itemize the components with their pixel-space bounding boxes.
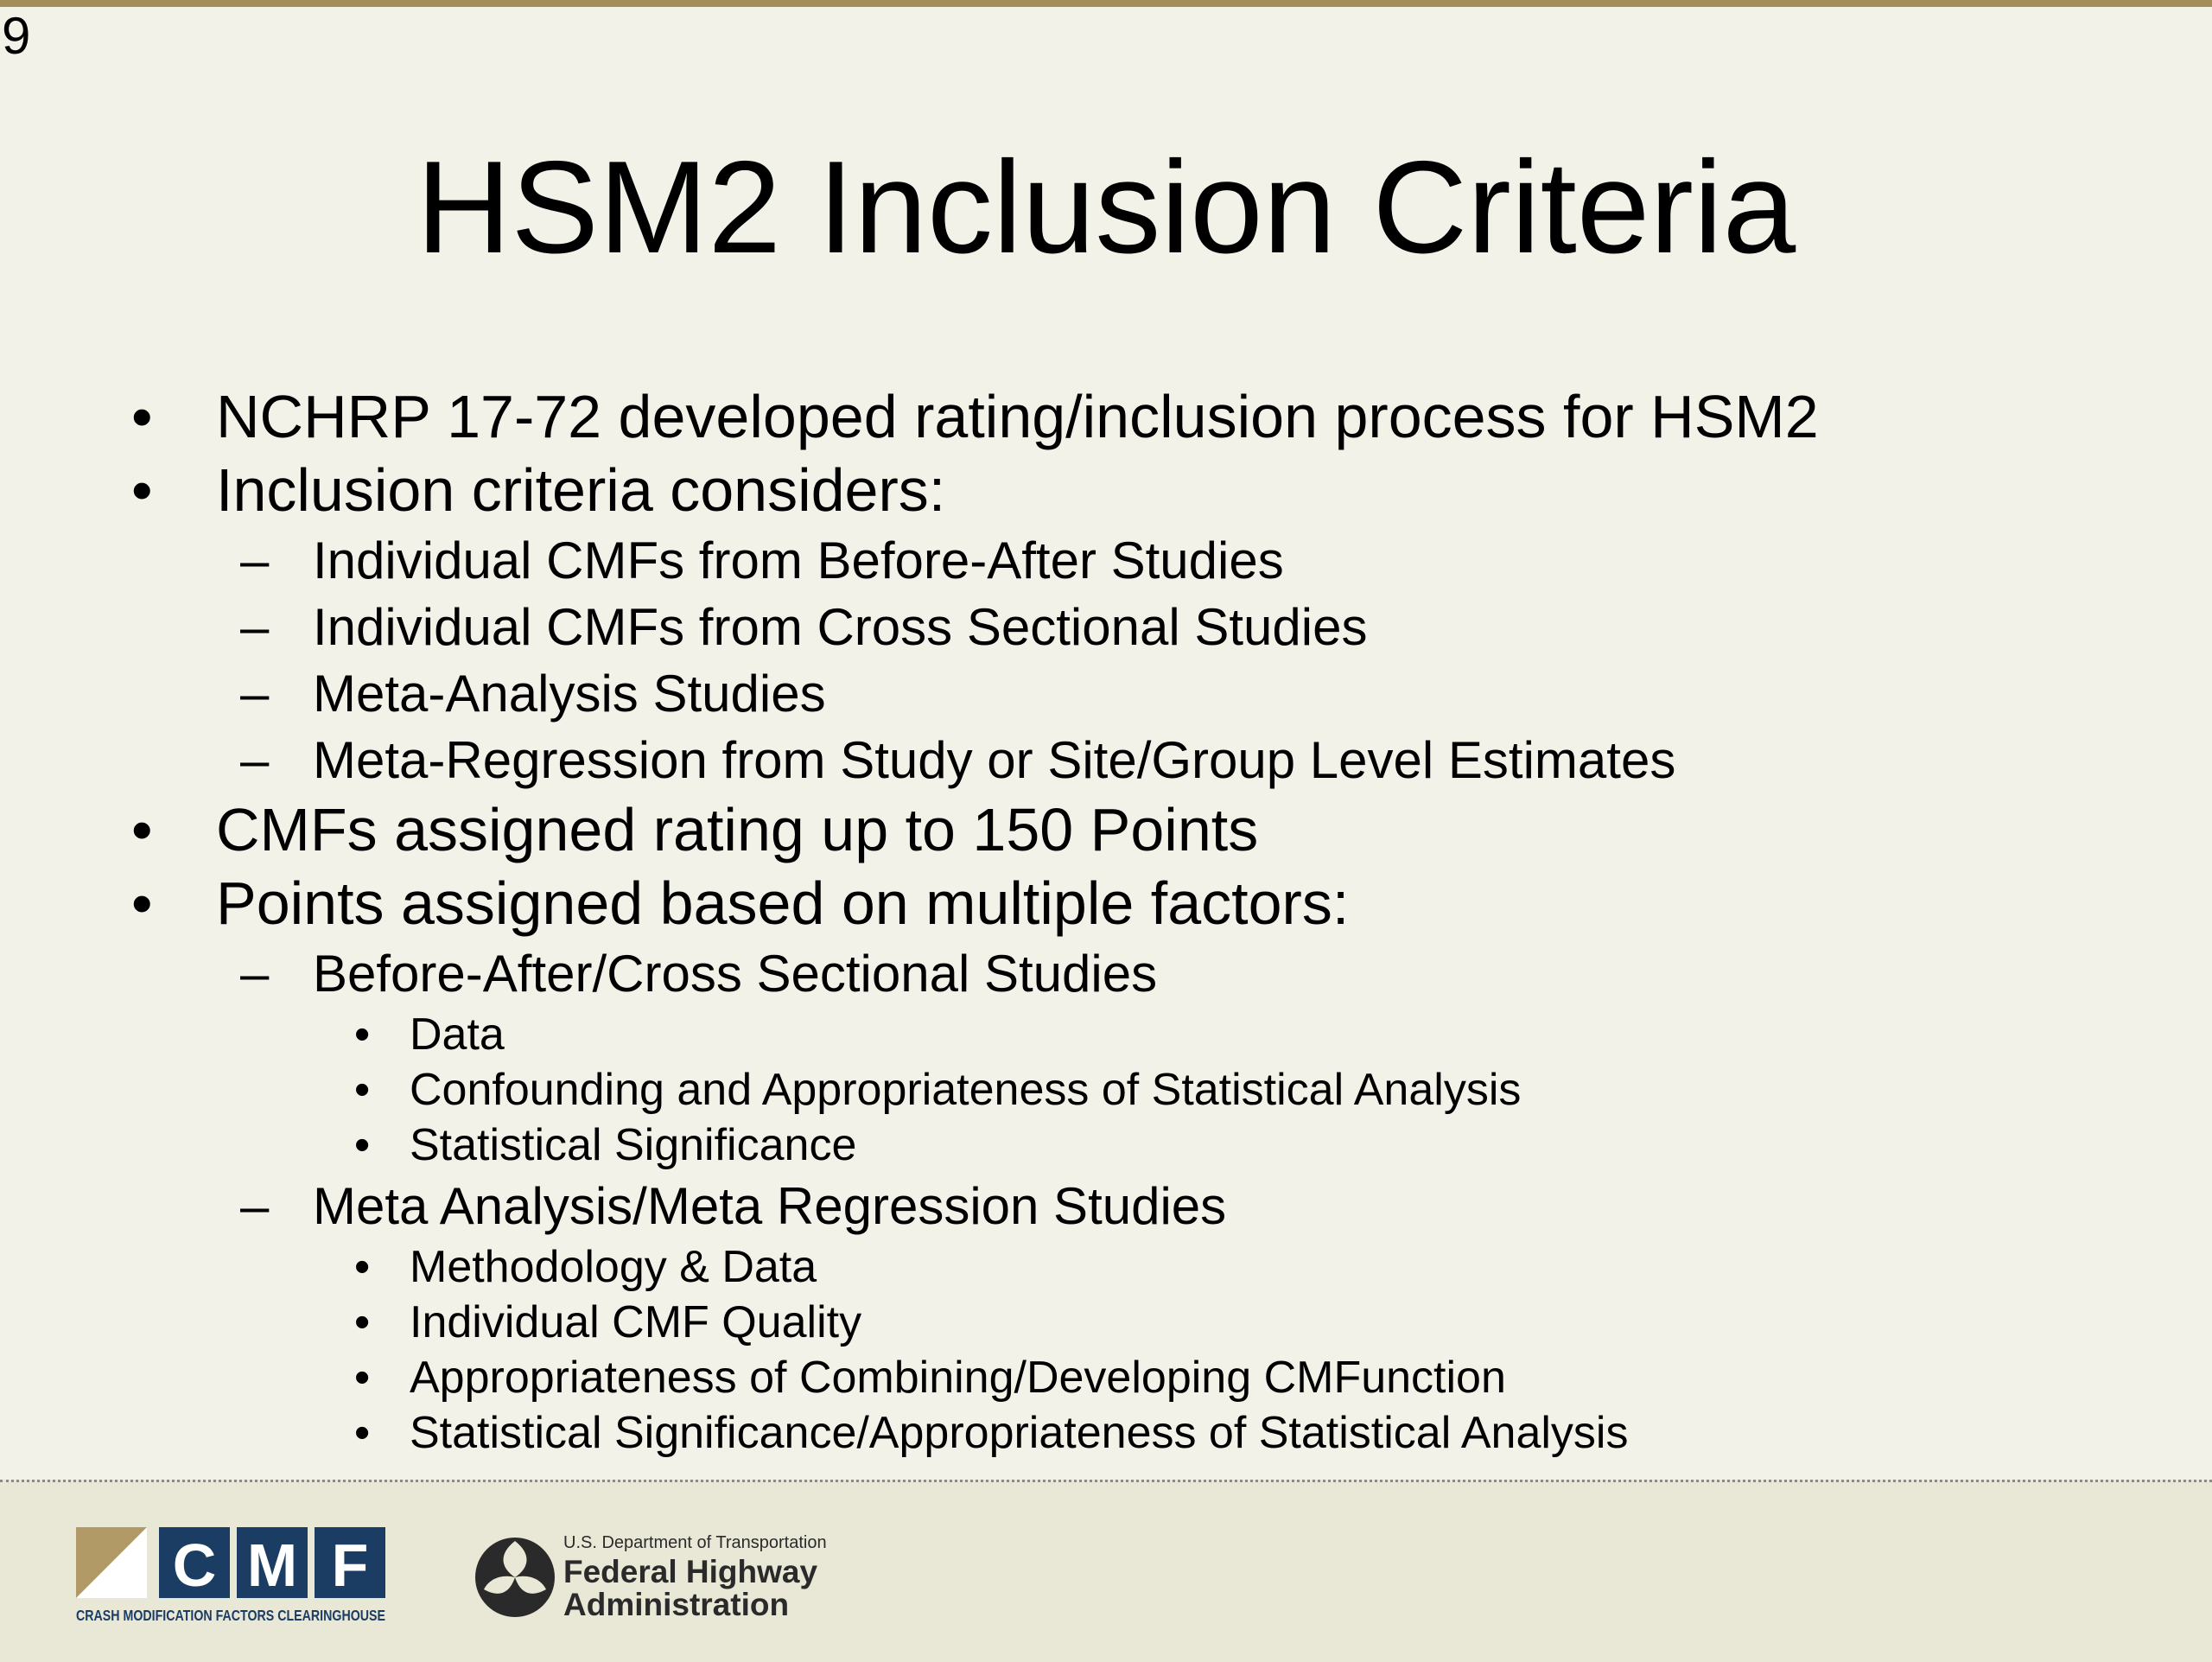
bullet-marker: • xyxy=(354,1408,371,1458)
bullet-marker: • xyxy=(354,1120,371,1170)
bullet-item xyxy=(0,527,2212,594)
bullet-text: Individual CMFs from Cross Sectional Studies xyxy=(313,598,1368,656)
bullet-text: NCHRP 17-72 developed rating/inclusion process for HSM2 xyxy=(216,383,1819,450)
bullet-marker: • xyxy=(354,1353,371,1403)
dash-marker: – xyxy=(240,532,270,589)
bullet-text: Inclusion criteria considers: xyxy=(216,456,946,524)
bullet-text: Confounding and Appropriateness of Statistical Analysis xyxy=(410,1065,1522,1115)
dash-marker: – xyxy=(240,665,270,723)
bullet-text: Before-After/Cross Sectional Studies xyxy=(313,945,1158,1003)
bullet-marker: • xyxy=(131,796,153,863)
bullet-item xyxy=(0,594,2212,660)
bullet-text: Appropriateness of Combining/Developing CMFunction xyxy=(410,1353,1506,1403)
cmf-logo-letter-m: M xyxy=(246,1531,298,1599)
bullet-marker: • xyxy=(354,1065,371,1115)
bullet-text: Points assigned based on multiple factors: xyxy=(216,869,1350,937)
dash-marker: – xyxy=(240,945,270,1003)
bullet-item xyxy=(0,793,2212,867)
bullet-item xyxy=(0,660,2212,727)
bullet-item xyxy=(0,940,2212,1007)
dash-marker: – xyxy=(240,731,270,789)
bullet-marker: • xyxy=(131,383,153,450)
bullet-text: Meta Analysis/Meta Regression Studies xyxy=(313,1177,1227,1235)
bullet-item xyxy=(0,1062,2212,1118)
fhwa-department: U.S. Department of Transportation xyxy=(563,1533,827,1552)
bullet-item xyxy=(0,1118,2212,1173)
bullet-item xyxy=(0,867,2212,940)
cmf-logo-caption: CRASH MODIFICATION FACTORS CLEARINGHOUSE xyxy=(76,1607,385,1624)
bullet-text: CMFs assigned rating up to 150 Points xyxy=(216,796,1259,863)
fhwa-logo xyxy=(474,1529,854,1624)
slide-title: HSM2 Inclusion Criteria xyxy=(416,134,1796,281)
bullet-item xyxy=(0,727,2212,793)
bullet-item xyxy=(0,380,2212,454)
bullet-marker: • xyxy=(354,1009,371,1060)
bullet-marker: • xyxy=(131,869,153,937)
cmf-logo xyxy=(76,1525,396,1627)
bullet-item xyxy=(0,1295,2212,1350)
footer xyxy=(0,1480,2212,1662)
bullet-text: Data xyxy=(410,1009,505,1060)
cmf-logo-letter-f: F xyxy=(331,1531,369,1599)
bullet-marker: • xyxy=(354,1242,371,1292)
bullet-item xyxy=(0,1350,2212,1405)
top-rule xyxy=(0,0,2212,7)
bullet-marker: • xyxy=(354,1297,371,1347)
bullet-text: Individual CMFs from Before-After Studies xyxy=(313,532,1284,589)
bullet-item xyxy=(0,454,2212,527)
bullet-list xyxy=(0,380,2212,1461)
bullet-item xyxy=(0,1007,2212,1062)
bullet-item xyxy=(0,1173,2212,1239)
bullet-item xyxy=(0,1405,2212,1461)
bullet-text: Statistical Significance/Appropriateness of Statistical Analysis xyxy=(410,1408,1629,1458)
bullet-text: Statistical Significance xyxy=(410,1120,857,1170)
bullet-item xyxy=(0,1239,2212,1295)
bullet-text: Individual CMF Quality xyxy=(410,1297,862,1347)
bullet-text: Meta-Regression from Study or Site/Group Level Estimates xyxy=(313,731,1676,789)
bullet-text: Meta-Analysis Studies xyxy=(313,665,826,723)
dash-marker: – xyxy=(240,1177,270,1235)
bullet-text: Methodology & Data xyxy=(410,1242,817,1292)
cmf-logo-letter-c: C xyxy=(172,1531,217,1599)
dash-marker: – xyxy=(240,598,270,656)
fhwa-name-line2: Administration xyxy=(563,1587,790,1622)
slide-number: 9 xyxy=(2,7,31,65)
bullet-marker: • xyxy=(131,456,153,524)
fhwa-name-line1: Federal Highway xyxy=(563,1554,818,1589)
